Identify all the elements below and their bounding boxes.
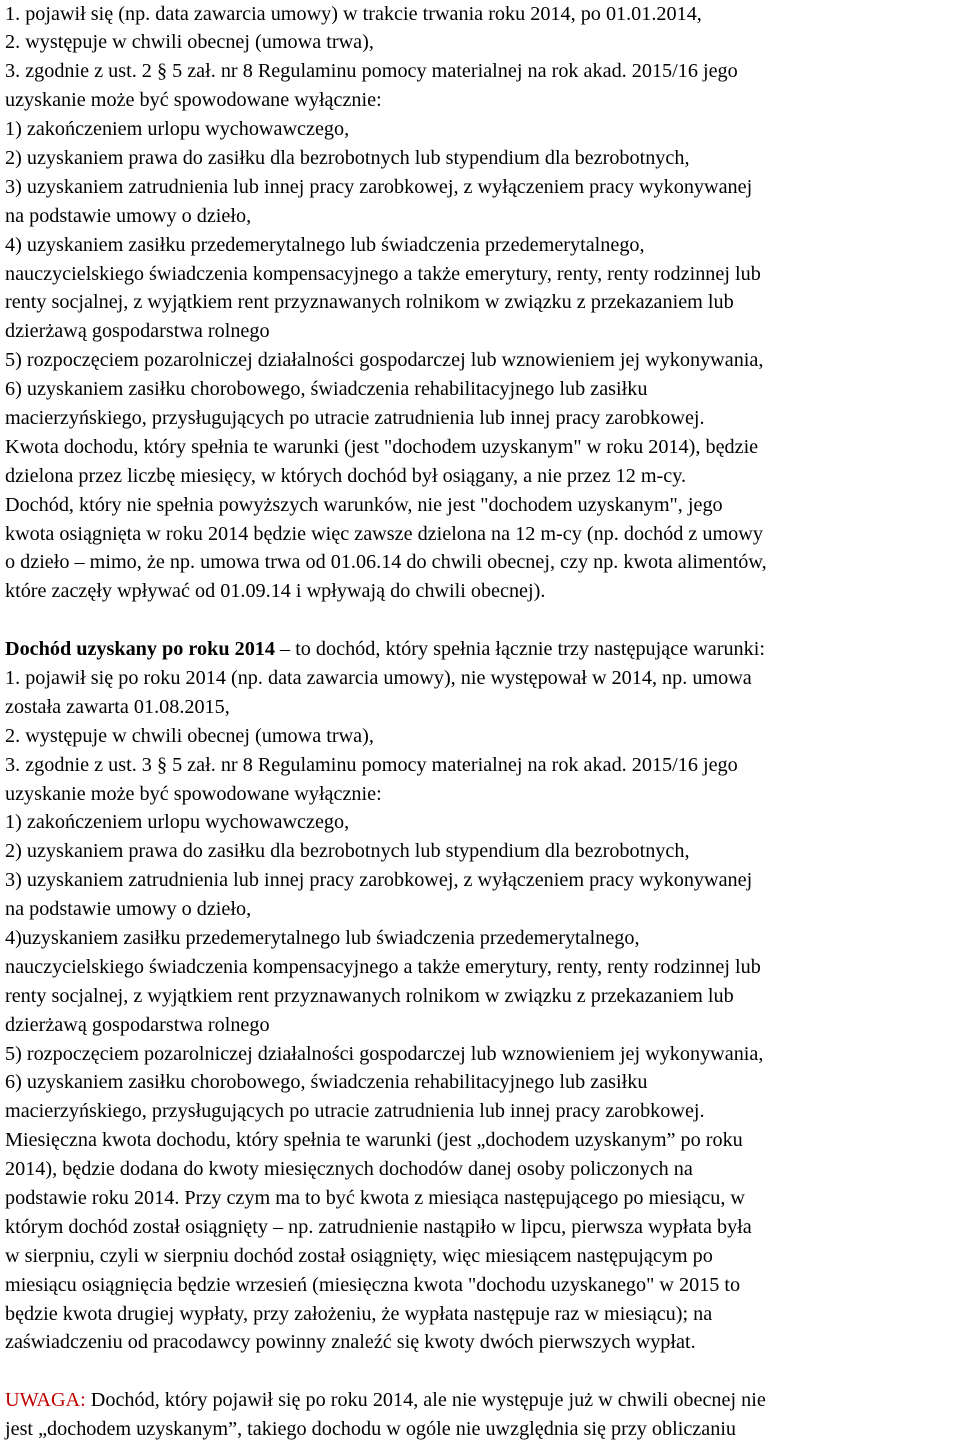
- paragraph-spacer: [5, 606, 960, 635]
- text-line: podstawie roku 2014. Przy czym ma to być kwota z miesiąca następującego po miesiącu, w: [5, 1187, 745, 1210]
- text-line: 3) uzyskaniem zatrudnienia lub innej pracy zarobkowej, z wyłączeniem pracy wykonywanej: [5, 869, 753, 892]
- text-line: 3. zgodnie z ust. 2 § 5 zał. nr 8 Regulaminu pomocy materialnej na rok akad. 2015/16 jego: [5, 60, 738, 83]
- text-line: renty socjalnej, z wyjątkiem rent przyznawanych rolnikom w związku z przekazaniem lub: [5, 984, 734, 1007]
- text-line: kwota osiągnięta w roku 2014 będzie więc zawsze dzielona na 12 m-cy (np. dochód z umowy: [5, 522, 763, 545]
- text-line: które zaczęły wpływać od 01.09.14 i wpływają do chwili obecnej).: [5, 580, 546, 603]
- text-line: o dzieło – mimo, że np. umowa trwa od 01.06.14 do chwili obecnej, czy np. kwota alimentów,: [5, 551, 767, 574]
- text-line: będzie kwota drugiej wypłaty, przy założeniu, że wypłata następuje raz w miesiącu); na: [5, 1302, 713, 1325]
- text-line: na podstawie umowy o dzieło,: [5, 204, 252, 227]
- text-line: 2) uzyskaniem prawa do zasiłku dla bezrobotnych lub stypendium dla bezrobotnych,: [5, 840, 690, 863]
- text-line: Dochód, który nie spełnia powyższych warunków, nie jest "dochodem uzyskanym", jego: [5, 493, 723, 516]
- section-heading-bold: Dochód uzyskany po roku 2014: [5, 638, 275, 661]
- warning-note: [5, 1386, 960, 1444]
- text-line: Kwota dochodu, który spełnia te warunki (jest "dochodem uzyskanym" w roku 2014), będzie: [5, 435, 759, 458]
- text-line: 6) uzyskaniem zasiłku chorobowego, świadczenia rehabilitacyjnego lub zasiłku: [5, 1071, 648, 1094]
- text-line: macierzyńskiego, przysługujących po utracie zatrudnienia lub innej pracy zarobkowej.: [5, 1100, 705, 1123]
- text-line: zaświadczeniu od pracodawcy powinny znaleźć się kwoty dwóch pierwszych wypłat.: [5, 1331, 696, 1354]
- text-line: 2014), będzie dodana do kwoty miesięcznych dochodów danej osoby policzonych na: [5, 1158, 693, 1181]
- text-line: 6) uzyskaniem zasiłku chorobowego, świadczenia rehabilitacyjnego lub zasiłku: [5, 378, 648, 401]
- text-line: 4) uzyskaniem zasiłku przedemerytalnego lub świadczenia przedemerytalnego,: [5, 233, 645, 256]
- text-line: dzielona przez liczbę miesięcy, w których dochód był osiągany, a nie przez 12 m-cy.: [5, 464, 687, 487]
- warning-line: [5, 1386, 960, 1415]
- text-line: 1. pojawił się po roku 2014 (np. data zawarcia umowy), nie występował w 2014, np. umowa: [5, 666, 752, 689]
- section-heading: [5, 635, 960, 664]
- text-line: Miesięczna kwota dochodu, który spełnia te warunki (jest „dochodem uzyskanym” po roku: [5, 1129, 743, 1152]
- text-line: 3. zgodnie z ust. 3 § 5 zał. nr 8 Regulaminu pomocy materialnej na rok akad. 2015/16 jego: [5, 753, 738, 776]
- text-line: uzyskanie może być spowodowane wyłącznie:: [5, 782, 382, 805]
- text-line: dzierżawą gospodarstwa rolnego: [5, 320, 270, 343]
- text-line: 1) zakończeniem urlopu wychowawczego,: [5, 118, 350, 141]
- warning-label: UWAGA:: [5, 1389, 86, 1412]
- text-line: nauczycielskiego świadczenia kompensacyjnego a także emerytury, renty, renty rodzinnej lub: [5, 955, 761, 978]
- warning-text: Dochód, który pojawił się po roku 2014, ale nie występuje już w chwili obecnej nie: [85, 1389, 766, 1412]
- text-line: na podstawie umowy o dzieło,: [5, 898, 252, 921]
- text-line: uzyskanie może być spowodowane wyłącznie:: [5, 89, 382, 112]
- section-heading-rest: – to dochód, który spełnia łącznie trzy następujące warunki:: [275, 638, 765, 661]
- text-line: 2. występuje w chwili obecnej (umowa trwa),: [5, 724, 374, 747]
- text-line: 5) rozpoczęciem pozarolniczej działalności gospodarczej lub wznowieniem jej wykonywania,: [5, 1042, 764, 1065]
- text-line: macierzyńskiego, przysługujących po utracie zatrudnienia lub innej pracy zarobkowej.: [5, 406, 705, 429]
- text-line: nauczycielskiego świadczenia kompensacyjnego a także emerytury, renty, renty rodzinnej lub: [5, 262, 761, 285]
- text-line: 2) uzyskaniem prawa do zasiłku dla bezrobotnych lub stypendium dla bezrobotnych,: [5, 146, 690, 169]
- text-line: 1. pojawił się (np. data zawarcia umowy) w trakcie trwania roku 2014, po 01.01.2014,: [5, 2, 702, 25]
- text-line: którym dochód został osiągnięty – np. zatrudnienie nastąpiło w lipcu, pierwsza wypłata była: [5, 1215, 752, 1238]
- text-line: miesiącu osiągnięcia będzie wrzesień (miesięczna kwota "dochodu uzyskanego" w 2015 to: [5, 1273, 741, 1296]
- text-line: 4)uzyskaniem zasiłku przedemerytalnego lub świadczenia przedemerytalnego,: [5, 927, 640, 949]
- text-line: dzierżawą gospodarstwa rolnego: [5, 1013, 270, 1036]
- section-income-2014: [5, 0, 960, 606]
- text-line: została zawarta 01.08.2015,: [5, 695, 230, 718]
- text-line: renty socjalnej, z wyjątkiem rent przyznawanych rolnikom w związku z przekazaniem lub: [5, 291, 734, 314]
- text-line: 3) uzyskaniem zatrudnienia lub innej pracy zarobkowej, z wyłączeniem pracy wykonywanej: [5, 175, 753, 198]
- paragraph-spacer: [5, 1357, 960, 1386]
- text-line: w sierpniu, czyli w sierpniu dochód został osiągnięty, więc miesiącem następującym po: [5, 1244, 713, 1267]
- section-income-after-2014: [5, 635, 960, 1357]
- text-line: 1) zakończeniem urlopu wychowawczego,: [5, 811, 350, 834]
- warning-line: jest „dochodem uzyskanym”, takiego dochodu w ogóle nie uwzględnia się przy obliczaniu: [5, 1418, 737, 1441]
- text-line: 5) rozpoczęciem pozarolniczej działalności gospodarczej lub wznowieniem jej wykonywania,: [5, 349, 764, 372]
- text-line: 2. występuje w chwili obecnej (umowa trwa),: [5, 31, 374, 54]
